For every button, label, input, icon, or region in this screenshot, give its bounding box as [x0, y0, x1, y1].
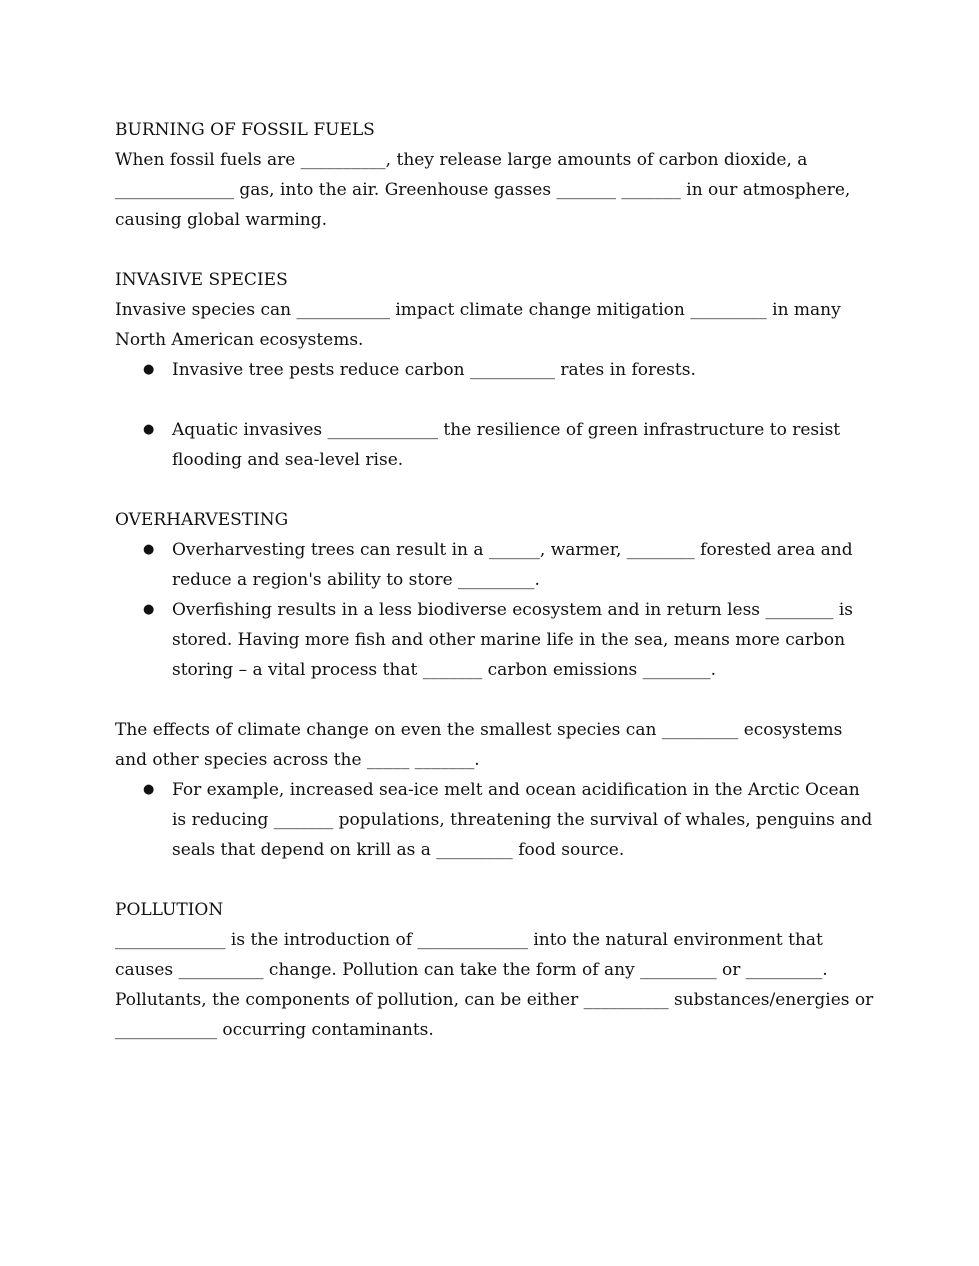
- pollution-heading: POLLUTION: [115, 900, 224, 920]
- pollution-paragraph: _____________ is the introduction of _____________ into the natural environment that causes __________ change. Pollution can take the form of any _________ or _________. Pollutants, the components of pollution, can be either __________ substances/energies or ____________ occurring contaminants.: [115, 930, 874, 1040]
- spacer: [115, 475, 875, 505]
- invasive-species-heading: INVASIVE SPECIES: [115, 270, 288, 290]
- list-item: ● Overharvesting trees can result in a ______, warmer, ________ forested area and reduce a region's ability to store _________.: [115, 535, 875, 595]
- invasive-species-paragraph: Invasive species can ___________ impact climate change mitigation _________ in many North American ecosystems.: [115, 300, 841, 350]
- spacer: [115, 235, 875, 265]
- invasive-species-list-2: [115, 415, 875, 475]
- list-item: ● Aquatic invasives _____________ the resilience of green infrastructure to resist flooding and sea-level rise.: [115, 415, 875, 475]
- smallest-species-list: [115, 775, 875, 865]
- invasive-species-list: [115, 355, 875, 385]
- fossil-fuels-paragraph: When fossil fuels are __________, they release large amounts of carbon dioxide, a ______________ gas, into the air. Greenhouse gasses _______ _______ in our atmosphere, causing global warming.: [115, 150, 851, 230]
- list-item: ● For example, increased sea-ice melt and ocean acidification in the Arctic Ocean is reducing _______ populations, threatening the survival of whales, penguins and seals that depend on krill as a _________ food source.: [115, 775, 875, 865]
- smallest-species-paragraph: The effects of climate change on even the smallest species can _________ ecosystems and other species across the _____ _______.: [115, 720, 843, 770]
- document-body: [115, 115, 875, 1045]
- fossil-fuels-heading: BURNING OF FOSSIL FUELS: [115, 120, 375, 140]
- list-item: ● Overfishing results in a less biodiverse ecosystem and in return less ________ is stored. Having more fish and other marine life in the sea, means more carbon storing – a vital process that _______ carbon emissions ________.: [115, 595, 875, 685]
- spacer: [115, 865, 875, 895]
- overharvesting-heading: OVERHARVESTING: [115, 510, 289, 530]
- overharvesting-list: [115, 535, 875, 685]
- spacer: [115, 385, 875, 415]
- list-item: ● Invasive tree pests reduce carbon __________ rates in forests.: [115, 355, 875, 385]
- spacer: [115, 685, 875, 715]
